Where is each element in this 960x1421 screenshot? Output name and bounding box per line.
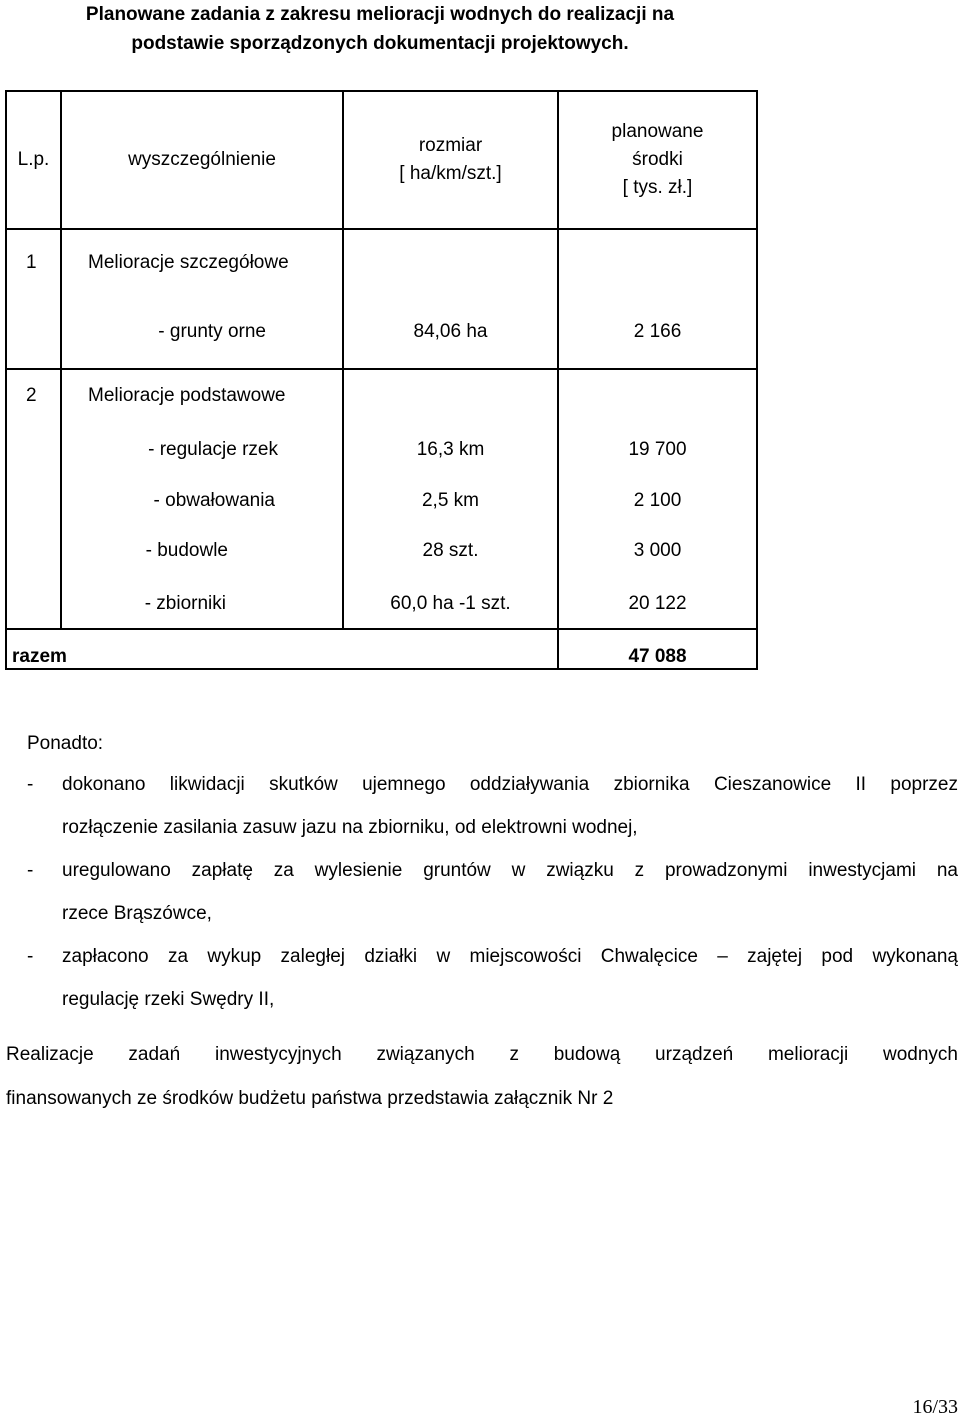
header-size (344, 132, 557, 188)
header-lp: L.p. (17, 149, 50, 170)
list-item-line (62, 859, 958, 883)
total-label: razem (12, 646, 67, 667)
list-item-text: zapłacono za wykup zaległej działki w miejscowości Chwalęcice – zajętej pod wykonaną (62, 946, 958, 967)
list-item-line: regulację rzeki Swędry II, (62, 989, 275, 1010)
row-funds: 2 100 (633, 490, 682, 511)
closing-text: Realizacje zadań inwestycyjnych związanych z budową urządzeń melioracji wodnych (6, 1044, 958, 1065)
row-item: - zbiorniki (144, 593, 226, 614)
row-funds: 2 166 (633, 321, 682, 342)
header-item: wyszczególnienie (128, 149, 276, 170)
list-bullet: - (27, 774, 34, 795)
list-item-text: uregulowano zapłatę za wylesienie gruntów w związku z prowadzonymi inwestycjami na (62, 860, 958, 881)
row-funds: 19 700 (628, 439, 687, 460)
header-funds-line1: planowane (611, 121, 704, 142)
section-name: Melioracje podstawowe (88, 385, 286, 406)
list-item-text: dokonano likwidacji skutków ujemnego oddziaływania zbiornika Cieszanowice II poprzez (62, 774, 958, 795)
table-row-divider (5, 368, 758, 370)
row-funds: 20 122 (628, 593, 687, 614)
section-name: Melioracje szczegółowe (88, 252, 289, 273)
list-bullet: - (27, 860, 34, 881)
row-item: - obwałowania (153, 490, 275, 511)
row-size: 2,5 km (421, 490, 480, 511)
header-funds-line3: [ tys. zł.] (622, 177, 693, 198)
list-item-line: rzece Brąszówce, (62, 903, 212, 924)
header-funds (559, 118, 756, 202)
title-line-1: Planowane zadania z zakresu melioracji wodnych do realizacji na (85, 4, 675, 25)
list-bullet: - (27, 946, 34, 967)
table-border-top (5, 90, 758, 92)
list-item-line (62, 945, 958, 969)
notes-heading: Ponadto: (27, 733, 104, 754)
page-number: 16/33 (912, 1396, 958, 1418)
row-size: 28 szt. (422, 540, 479, 561)
table-border-right (756, 90, 758, 670)
row-size: 84,06 ha (413, 321, 488, 342)
table-row-divider (5, 228, 758, 230)
title-line-2: podstawie sporządzonych dokumentacji projektowych. (131, 33, 629, 54)
table-border-left (5, 90, 7, 670)
row-size: 60,0 ha -1 szt. (390, 593, 511, 614)
row-size: 16,3 km (416, 439, 485, 460)
header-size-line1: rozmiar (418, 135, 483, 156)
row-item: - grunty orne (158, 321, 266, 342)
row-item: - regulacje rzek (148, 439, 278, 460)
closing-paragraph-line2: finansowanych ze środków budżetu państwa przedstawia załącznik Nr 2 (6, 1088, 614, 1109)
section-number: 2 (26, 385, 37, 406)
document-title (0, 0, 760, 58)
header-size-line2: [ ha/km/szt.] (399, 163, 502, 184)
total-value: 47 088 (628, 646, 687, 667)
list-item-line (62, 773, 958, 797)
row-item: - budowle (145, 540, 228, 561)
table-row-divider (5, 628, 758, 630)
closing-paragraph-line1 (6, 1043, 958, 1067)
list-item-line: rozłączenie zasilania zasuw jazu na zbiorniku, od elektrowni wodnej, (62, 817, 638, 838)
row-funds: 3 000 (633, 540, 682, 561)
header-funds-line2: środki (632, 149, 683, 170)
section-number: 1 (26, 252, 37, 273)
